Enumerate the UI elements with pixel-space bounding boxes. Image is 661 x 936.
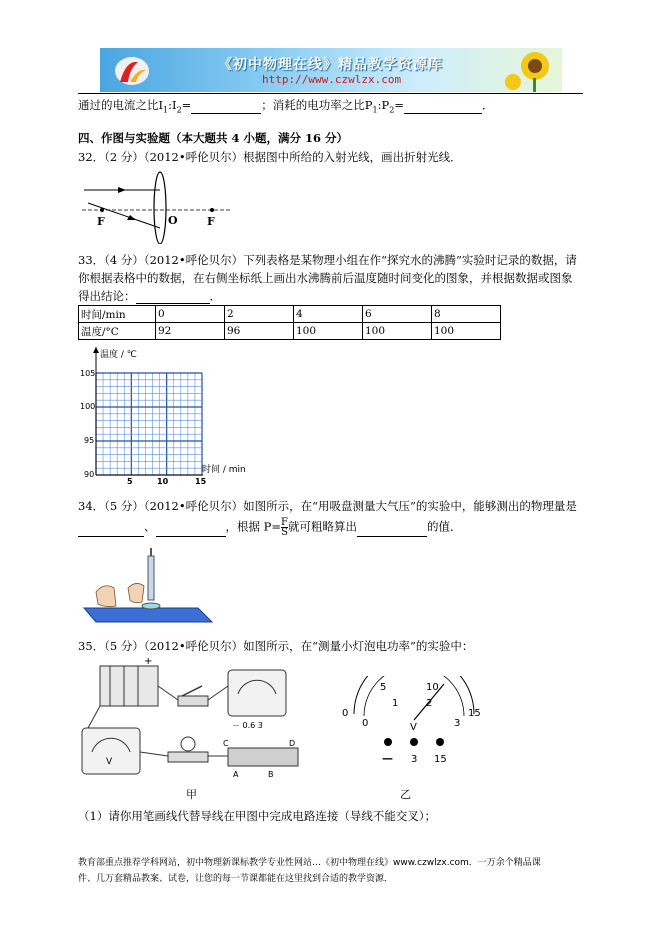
grid-lines [96,373,202,475]
voltmeter-label: V [106,757,113,767]
scale-label: 0 [362,718,369,729]
section-title: 四、作图与实验题（本大题共 4 小题，满分 16 分） [78,131,349,145]
terminal-dot [436,738,444,746]
q34-line2: 、 ，根据 P= $\frac{F}{S}$ 就可粗略算出 的值． [78,518,461,537]
terminal-label: B [268,770,274,779]
convex-lens [154,172,166,244]
q33-line1: 33．（4 分）（2012•呼伦贝尔）下列表格是某物理小组在作“探究水的沸腾”实验时记录的数据，请 [78,253,577,267]
table-cell: 0 [156,306,225,323]
y-tick-label: 90 [84,470,95,479]
optical-center-label: O [168,214,178,227]
figure-label-jia: 甲 [186,788,197,801]
q34-suction-cup-figure [78,548,218,626]
y-tick-label: 100 [80,402,96,411]
table-row [79,323,501,340]
focus-point-right [210,208,214,212]
table-cell: 100 [432,323,501,340]
q33-data-table [78,305,501,340]
header-banner [100,48,562,92]
x-tick-label: 5 [127,477,133,485]
terminal-label: A [233,770,239,779]
q33-graph-paper[interactable] [78,345,258,485]
table-cell: 8 [432,306,501,323]
table-row [79,306,501,323]
scale-label: 10 [426,682,439,693]
banner-title: 《初中物理在线》精品教学资源库 [218,57,443,73]
table-cell: 100 [363,323,432,340]
scale-label: 1 [392,698,399,709]
focus-label-left: F [97,215,105,228]
answer-blank[interactable] [156,536,226,537]
footer-line: 件、几万套精品教案、试卷，让您的每一节课都能在这里找到合适的教学资源． [78,874,394,884]
scale-label: 2 [426,698,433,709]
table-cell: 92 [156,323,225,340]
sunflower-icon [505,48,562,92]
x-tick-label: 10 [157,477,169,485]
scale-label: 0 [342,708,349,719]
y-tick-label: 95 [84,436,95,445]
scale-label: 15 [468,708,481,719]
table-cell: 2 [225,306,294,323]
q35-meter-figure-yi [340,676,490,802]
y-axis-title: 温度 / ℃ [100,350,137,360]
terminal-label: — [382,752,393,765]
table-cell: 温度/°C [79,323,156,340]
ammeter-terminals: － 0.6 3 [232,721,263,730]
y-tick-label: 105 [80,369,96,378]
arrow-icon [118,187,126,193]
answer-blank[interactable] [357,536,427,537]
site-logo-icon [112,54,152,88]
figure-label-yi: 乙 [400,788,411,801]
table-cell: 6 [363,306,432,323]
focus-label-right: F [207,215,215,228]
footer [78,855,598,887]
q33-line2: 你根据表格中的数据，在右侧坐标纸上画出水沸腾前后温度随时间变化的图象，并根据数据或图象 [78,271,573,285]
meter-unit: V [410,722,417,733]
focus-point-left [100,208,104,212]
x-axis-title: 时间 / min [202,465,246,475]
table-cell: 4 [294,306,363,323]
q34-line1: 34．（5 分）（2012•呼伦贝尔）如图所示，在“用吸盘测量大气压”的实验中，能够测出的物理量是 [78,499,577,513]
q33-line3: 得出结论： ． [78,289,221,303]
terminal-dot [410,738,418,746]
q35-line1: 35．（5 分）（2012•呼伦贝尔）如图所示，在“测量小灯泡电功率”的实验中： [78,639,474,653]
terminal-label: 3 [411,754,418,765]
answer-blank[interactable] [191,113,261,114]
scale-label: 5 [380,682,387,693]
terminal-label: 15 [434,754,447,765]
pressure-fraction: $\frac{F}{S}$ [281,517,288,538]
table-cell: 96 [225,323,294,340]
terminal-dot [384,738,392,746]
banner-url: http://www.czwlzx.com [262,73,402,86]
prev-question-line: 通过的电流之比$I_1:I_2=$ ；消耗的电功率之比$P_1:P_2=$ ． [78,98,494,115]
answer-blank[interactable] [404,113,482,114]
header-rule [78,93,583,94]
q35-sub1: （1）请你用笔画线代替导线在甲图中完成电路连接（导线不能交叉）； [78,809,437,823]
terminal-label: C [223,739,229,748]
q32-text: 32．（2 分）（2012•呼伦贝尔）根据图中所给的入射光线，画出折射光线． [78,150,462,164]
svg-text:+: + [144,656,153,667]
answer-blank[interactable] [136,303,210,304]
q35-circuit-figure-jia [78,656,323,802]
terminal-label: D [289,739,296,748]
q32-lens-diagram [78,168,238,244]
table-cell: 时间/min [79,306,156,323]
scale-label: 3 [454,718,461,729]
table-cell: 100 [294,323,363,340]
x-tick-label: 15 [195,477,207,485]
footer-line: 教育部重点推荐学科网站，初中物理新课标教学专业性网站…《初中物理在线》www.czwlzx.com．一万余个精品课 [78,858,541,868]
answer-blank[interactable] [78,536,144,537]
